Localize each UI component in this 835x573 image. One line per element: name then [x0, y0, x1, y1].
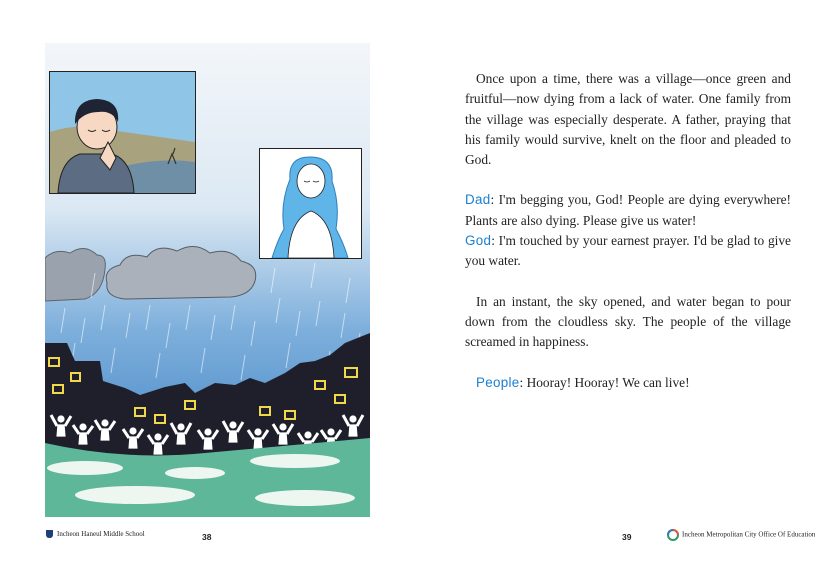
- god-figure-panel: [259, 148, 362, 259]
- right-footer: [667, 529, 815, 541]
- education-office-name: Incheon Metropolitan City Office Of Education: [682, 530, 816, 539]
- people-line: : Hooray! Hooray! We can live!: [519, 374, 690, 390]
- page-number-left: 38: [202, 532, 212, 542]
- school-emblem-icon: [46, 530, 53, 538]
- dad-line: : I'm begging you, God! People are dying everywhere! Plants are also dying. Please give us water!: [465, 192, 791, 228]
- god-dialogue: [465, 231, 791, 272]
- speaker-dad: Dad: [465, 192, 491, 208]
- page-number-right: 39: [622, 532, 632, 542]
- rain-village-illustration: [45, 43, 370, 517]
- god-line: : I'm touched by your earnest prayer. I'd be glad to give you water.: [465, 233, 791, 269]
- left-footer: [46, 530, 145, 538]
- praying-father-panel: [49, 71, 196, 194]
- school-name: Incheon Haneul Middle School: [57, 530, 145, 538]
- people-dialogue: [465, 373, 791, 393]
- speaker-god: God: [465, 233, 492, 249]
- story-paragraph-1: Once upon a time, there was a village—once green and fruitful—now dying from a lack of water. One family from the village was especially desperate. A father, praying that his family would survive, knelt on the floor and pleaded to God.: [465, 71, 791, 168]
- story-text: [465, 69, 791, 393]
- education-office-logo-icon: [667, 529, 679, 541]
- speaker-people: People: [476, 374, 520, 390]
- dad-dialogue: [465, 190, 791, 231]
- story-paragraph-3: In an instant, the sky opened, and water began to pour down from the cloudless sky. The people of the village screamed in happiness.: [465, 293, 791, 350]
